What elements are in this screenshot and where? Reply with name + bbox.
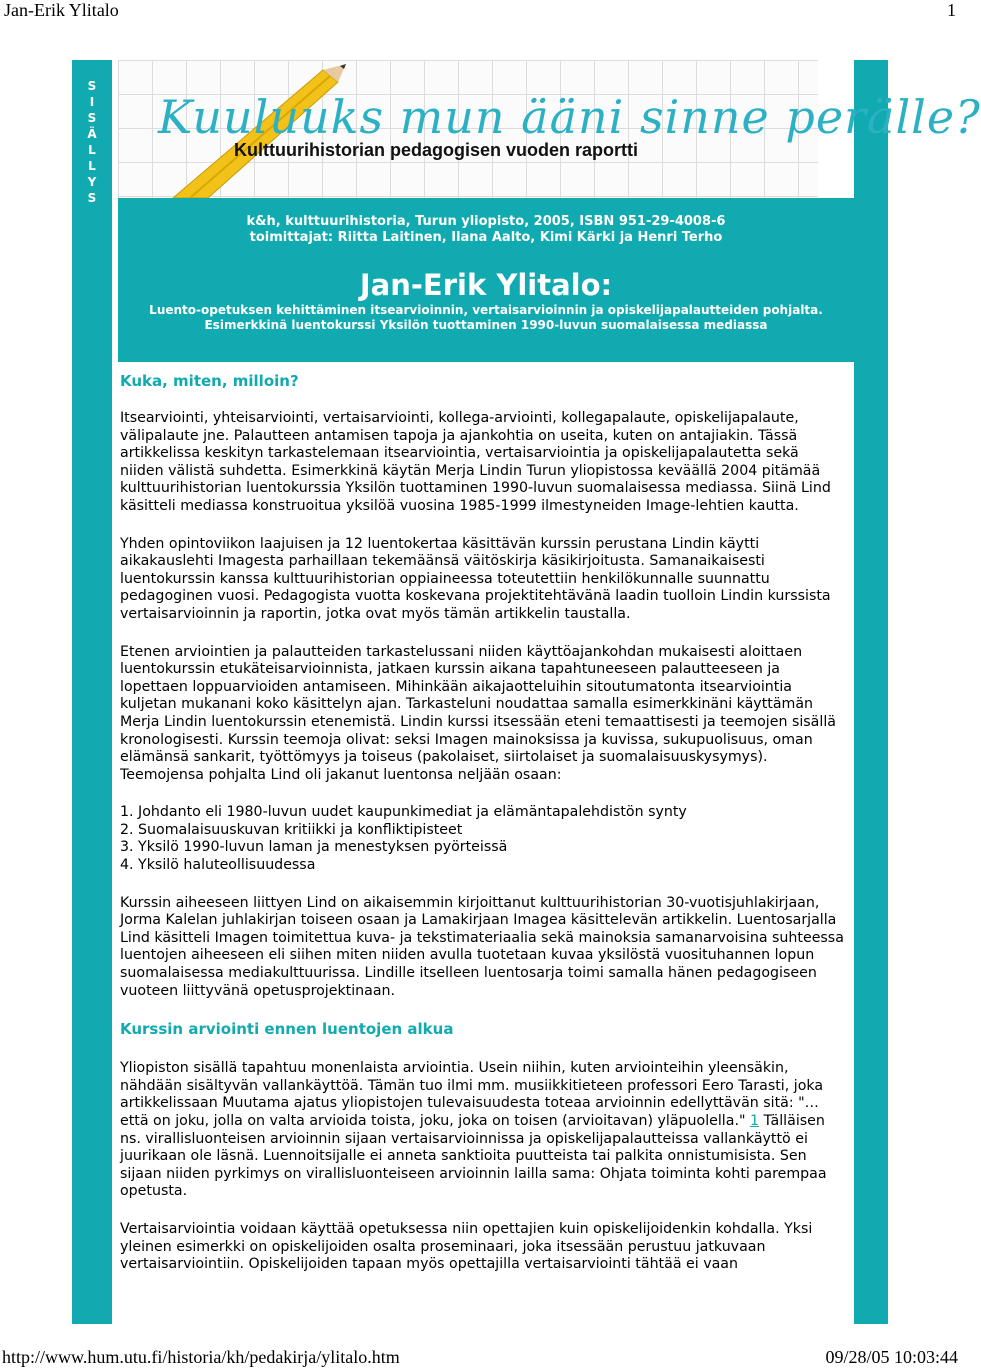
paragraph: Yhden opintoviikon laajuisen ja 12 luentokertaa käsittävän kurssin perustana Lindin käytti aikakauslehti Imagesta parhaillaan tekemäänsä väitöskirja käsikirjoitusta. Samanaikaisesti luentokurssin kanssa kulttuurihistorian oppiaineessa toteutettiin henkilökunnalle suunnattu pedagoginen vuosi. Pedagogista vuotta koskevana projektitehtävänä laadin tuolloin Lindin kurssista vertaisarvioinnin ja raportin, jotka ovat myös tämän artikkelin taustalla.	[120, 535, 831, 622]
nav-letter: Ä	[87, 127, 97, 141]
print-footer-datetime: 09/28/05 10:03:44	[825, 1347, 958, 1367]
left-divider	[112, 60, 114, 1324]
publication-info: k&h, kulttuurihistoria, Turun yliopisto, 2005, ISBN 951-29-4008-6	[246, 214, 726, 229]
print-header-title: Jan-Erik Ylitalo	[4, 0, 119, 20]
article-body	[120, 372, 844, 1274]
print-header	[0, 0, 960, 24]
right-sidebar	[854, 60, 888, 1324]
footnote-link[interactable]: 1	[750, 1113, 760, 1129]
nav-letter: Y	[87, 175, 97, 189]
paragraph: Itsearviointi, yhteisarviointi, vertaisarviointi, kollega-arviointi, kollegapalaute, opiskelijapalaute, välipalaute jne. Palautteen antamisen tapoja ja ajankohtia on useita, kuten on antajiakin. Tässä artikkelissa keskityn tarkastelemaan itsearviointia, vertaisarviointia ja opiskelijapalautetta sekä niiden välistä suhdetta. Esimerkkinä käytän Merja Lindin Turun yliopistossa keväällä 2004 pitämää kulttuurihistorian luentokurssia Yksilön tuottaminen 1990-luvun suomalaisessa mediassa. Siinä Lind käsitteli mediassa konstruoitua yksilöä vuosina 1985-1999 ilmestyneiden Image-lehtien kautta.	[120, 410, 831, 514]
paragraph	[120, 1060, 844, 1201]
paragraph-text: Tälläisen ns. virallisluonteisen arvioinnin sijaan vertaisarvioinnissa ja opiskelijapalautteissa vallankäyttö ei juurikaan ole läsnä. Luennoitsijalle ei anneta sanktioita puutteista tai palkita onnistumisista. Sen sijaan niiden pyrkimys on virallisluonteiseen arvioinnin lailla sama: Ohjata toiminta kohti parempaa opetusta.	[120, 1113, 827, 1200]
list-item: 1. Johdanto eli 1980-luvun uudet kaupunkimediat ja elämäntapalehdistön synty	[120, 804, 687, 821]
list-item: 4. Yksilö haluteollisuudessa	[120, 857, 316, 874]
page-frame	[72, 60, 981, 1324]
article-subtitle-example: Esimerkkinä luentokurssi Yksilön tuottaminen 1990-luvun suomalaisessa mediassa	[204, 318, 768, 332]
section-heading: Kurssin arviointi ennen luentojen alkua	[120, 1020, 454, 1039]
nav-letter: L	[88, 159, 96, 173]
list-item: 2. Suomalaisuuskuvan kritiikki ja konfliktipisteet	[120, 821, 463, 838]
nav-letter: S	[87, 111, 97, 125]
editors-line: toimittajat: Riitta Laitinen, Ilana Aalto, Kimi Kärki ja Henri Terho	[249, 230, 723, 245]
article-subtitle: Luento-opetuksen kehittäminen itsearvioinnin, vertaisarvioinnin ja opiskelijapalautteiden pohjalta.	[149, 303, 823, 317]
paragraph: Etenen arviointien ja palautteiden tarkastelussani niiden käyttöajankohdan mukaisesti aloittaen luentokurssin etukäteisarvioinnista, jatkaen kurssin aikana tapahtuneeseen palautteeseen ja lopettaen loppuarvioiden antamiseen. Mihinkään aikajaotteluihin sitoutumatonta itsearviointia kuljetan mukanani koko käsittelyn ajan. Tarkasteluni noudattaa samalla esimerkkinäni käyttämän Merja Lindin luentokurssin etenemistä. Lindin kurssi itsessään eteni temaattisesti ja teemojen sisällä kronologisesti. Kurssin teemoja olivat: seksi Imagen mainoksissa ja kuvissa, sukupuolisuus, oman elämänsä sankarit, työttömyys ja toiseus (pakolaiset, siirtolaiset ja suomalaisuuskysymys). Teemojensa pohjalta Lind oli jakanut luentonsa neljään osaan:	[120, 643, 836, 783]
nav-letter: S	[87, 79, 97, 93]
article-title: Jan-Erik Ylitalo:	[359, 268, 613, 302]
banner-subtitle: Kulttuurihistorian pedagogisen vuoden raportti	[234, 140, 639, 160]
section-heading: Kuka, miten, milloin?	[120, 372, 299, 390]
publication-header	[118, 198, 854, 362]
paragraph: Vertaisarviointia voidaan käyttää opetuksessa niin opettajien kuin opiskelijoidenkin kohdalla. Yksi yleinen esimerkki on opiskelijoiden osalta proseminaari, joka itsessään perustuu jatkuvaan vertaisarviointiin. Opiskelijoiden tapaan myös opettajilla vertaisarviointi tähtää ei vaan	[120, 1220, 813, 1273]
nav-letter: S	[87, 191, 97, 205]
print-header-page-number: 1	[947, 0, 956, 20]
paragraph-text: Yliopiston sisällä tapahtuu monenlaista arviointia. Usein niihin, kuten arviointeihin yleensäkin, nähdään sisältyvän vallankäyttöä. Tämän tuo ilmi mm. musiikkitieteen professori Eero Tarasti, joka artikkelissaan Muutama ajatus yliopistojen tulevaisuudesta toteaa arvioinnin edellyttävän sitä: "…että on joku, jolla on valta arvioida toista, joku, joka on toisen (arvioitavan) yläpuolella."	[120, 1060, 824, 1129]
print-footer	[0, 1347, 960, 1369]
left-sidebar	[72, 60, 112, 1324]
list-item: 3. Yksilö 1990-luvun laman ja menestyksen pyörteissä	[120, 839, 508, 856]
banner-script-title: Kuuluuks mun ääni sinne perälle?	[158, 90, 981, 144]
banner-image	[118, 60, 981, 198]
lecture-parts-list	[120, 804, 844, 874]
paragraph: Kurssin aiheeseen liittyen Lind on aikaisemmin kirjoittanut kulttuurihistorian 30-vuotisjuhlakirjaan, Jorma Kalelan juhlakirjan toiseen osaan ja Lamakirjaan Imagea käsittelevän artikkelin. Luentosarjalla Lind käsitteli Imagen toimitettua kuva- ja tekstimateriaalia sekä mainoksia samanarvoisina suhteessa luentojen aiheeseen eli siihen miten niiden avulla tuotetaan kuvaa yksilöstä vuosituhannen lopun suomalaisessa mediakulttuurissa. Lindille itselleen luentosarja toimi samalla hänen pedagogiseen vuoteen liittyvänä opetusprojektinaan.	[120, 894, 844, 999]
print-footer-url: http://www.hum.utu.fi/historia/kh/pedakirja/ylitalo.htm	[2, 1347, 400, 1367]
nav-letter: L	[88, 143, 96, 157]
nav-letter: I	[89, 95, 95, 109]
vertical-nav-sisallys[interactable]	[72, 78, 112, 206]
